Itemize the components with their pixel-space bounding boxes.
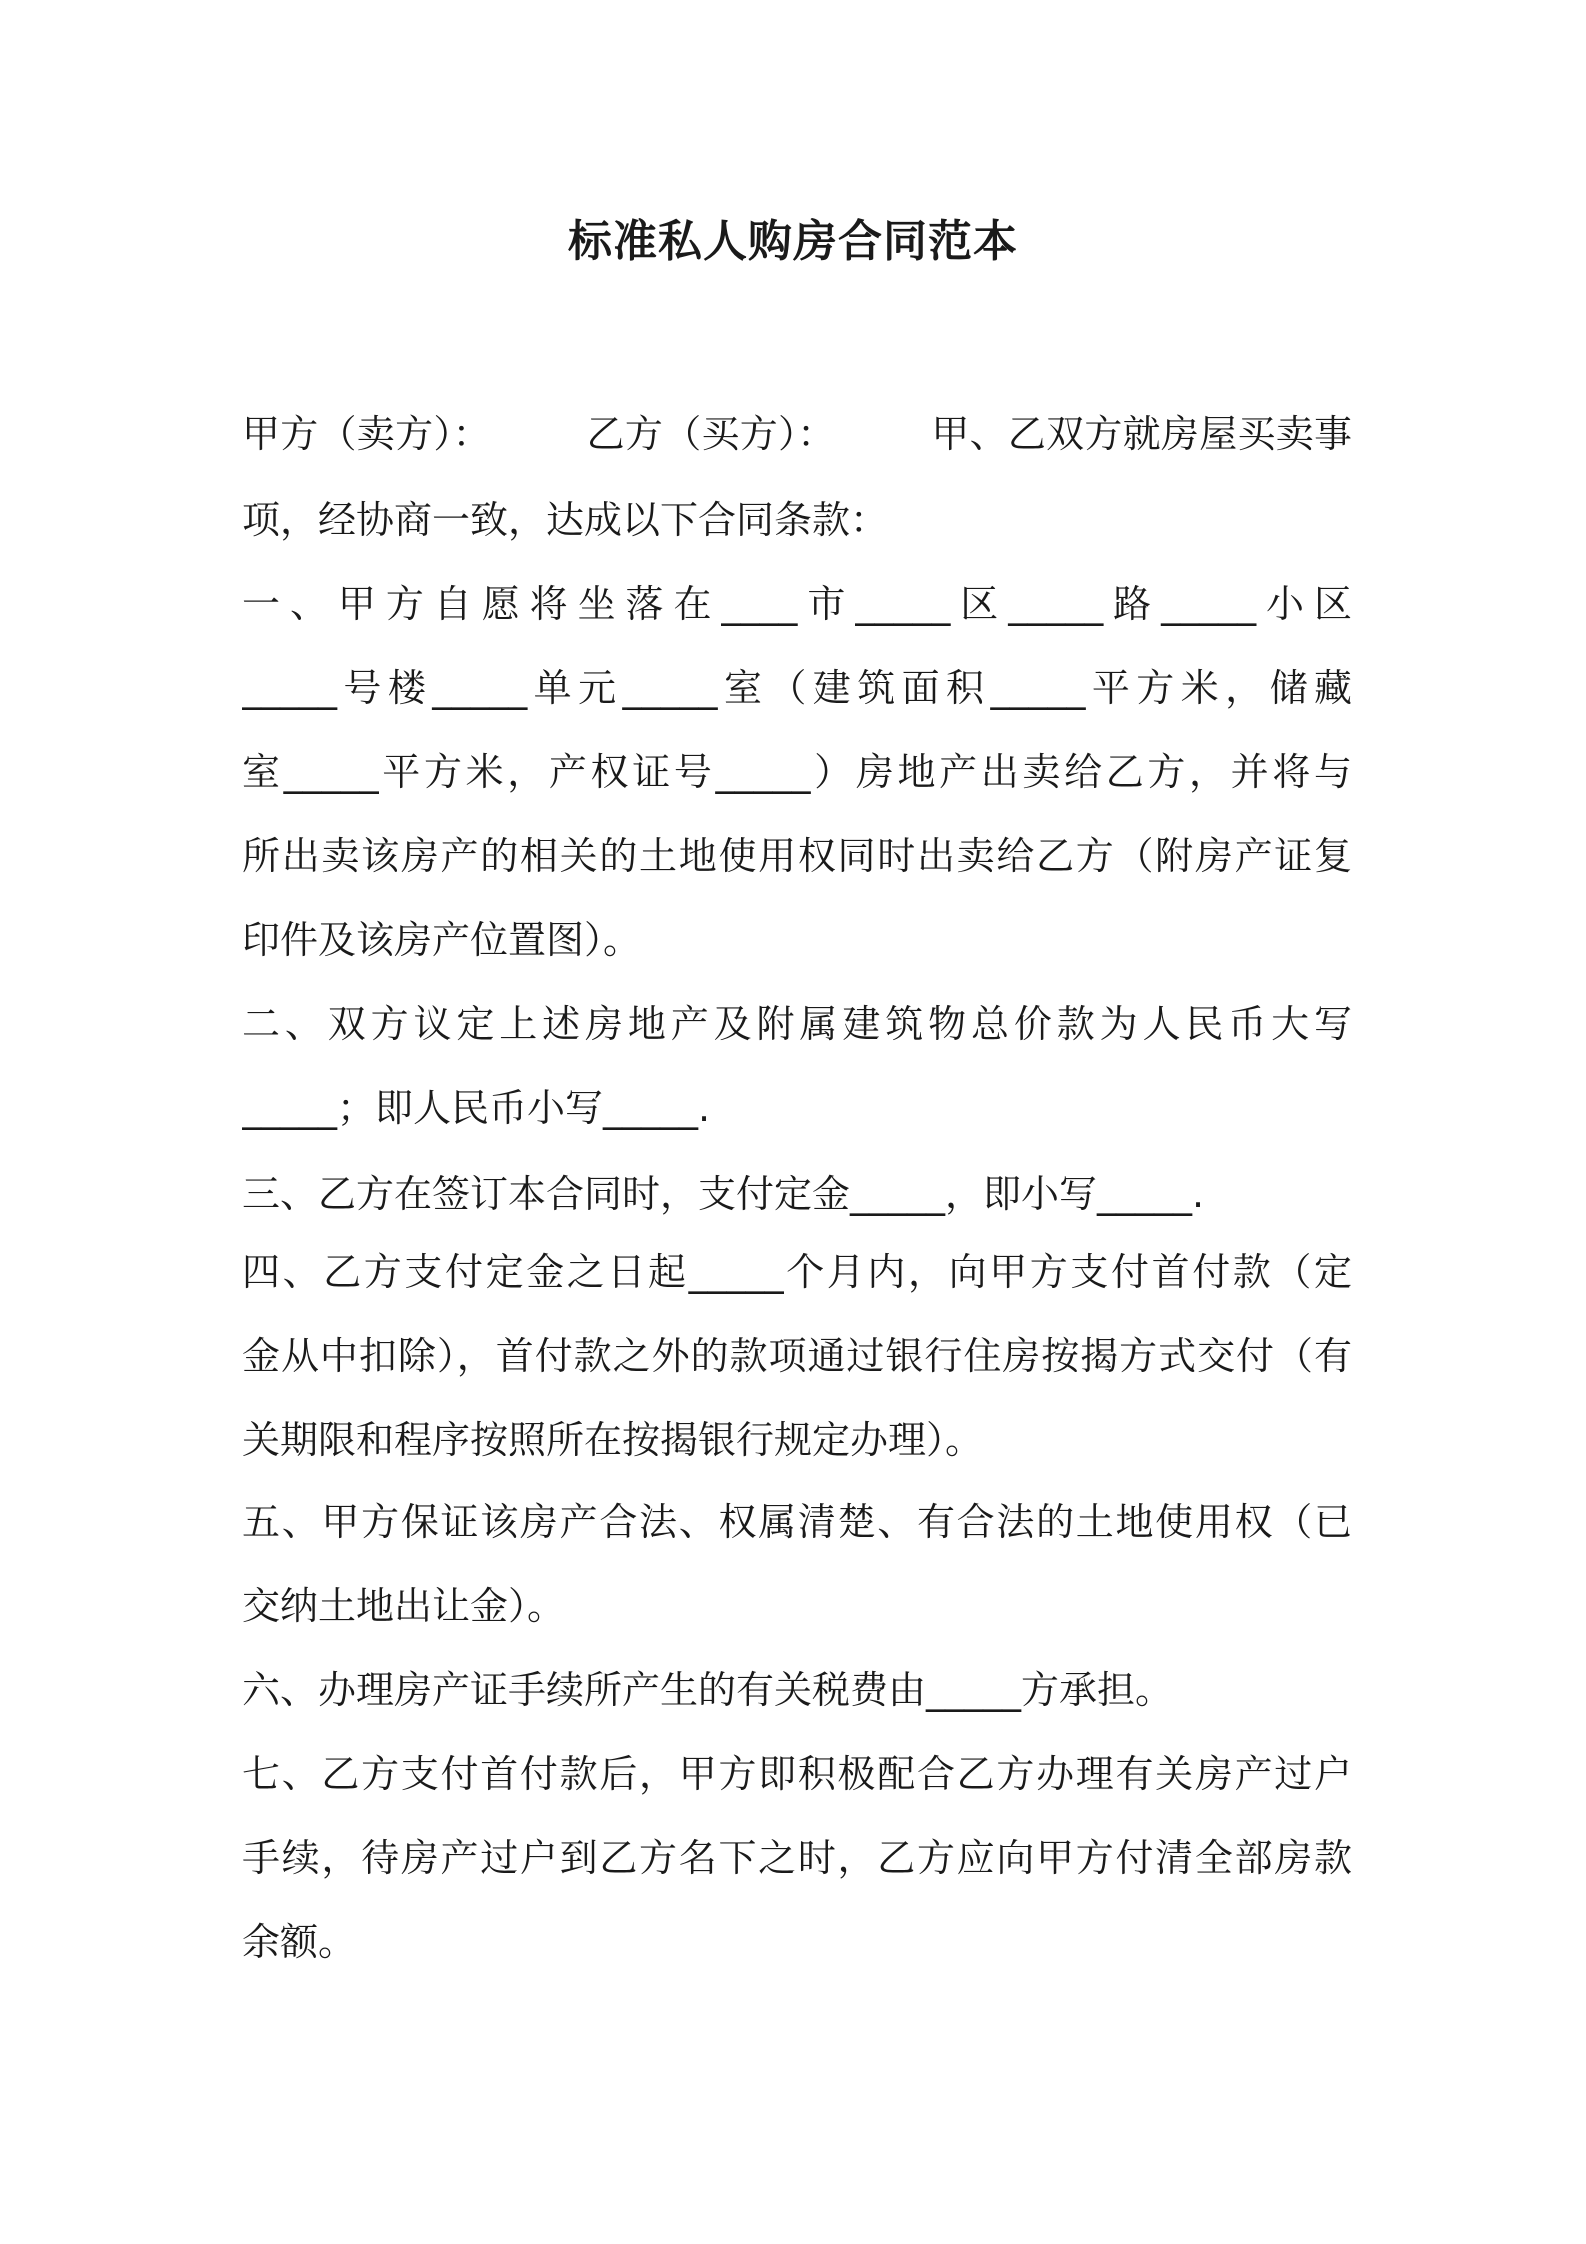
text-line: 室_____平方米，产权证号_____）房地产出卖给乙方，并将与: [242, 750, 1352, 794]
text-line: 一、甲方自愿将坐落在____市_____区_____路_____小区: [242, 582, 1352, 626]
document-title: 标准私人购房合同范本: [568, 216, 1018, 267]
text-line: 余额。: [242, 1920, 357, 1964]
text-line: 五、甲方保证该房产合法、权属清楚、有合法的土地使用权（已: [242, 1500, 1352, 1544]
text-line: 三、乙方在签订本合同时，支付定金_____，即小写_____.: [242, 1172, 1205, 1216]
text-line: 四、乙方支付定金之日起_____个月内，向甲方支付首付款（定: [242, 1250, 1352, 1294]
text-line: 手续，待房产过户到乙方名下之时，乙方应向甲方付清全部房款: [242, 1836, 1352, 1880]
text-line: 金从中扣除），首付款之外的款项通过银行住房按揭方式交付（有: [242, 1334, 1352, 1378]
text-line: _____号楼_____单元_____室（建筑面积_____平方米，储藏: [242, 666, 1352, 710]
text-line: _____；即人民币小写_____.: [242, 1086, 711, 1130]
text-line: 关期限和程序按照所在按揭银行规定办理）。: [242, 1418, 984, 1462]
text-line: 交纳土地出让金）。: [242, 1584, 566, 1628]
text-line: 七、乙方支付首付款后，甲方即积极配合乙方办理有关房产过户: [242, 1752, 1352, 1796]
text-line: 二、双方议定上述房地产及附属建筑物总价款为人民币大写: [242, 1002, 1352, 1046]
text-line: 六、办理房产证手续所产生的有关税费由_____方承担。: [242, 1668, 1174, 1712]
text-line: 项，经协商一致，达成以下合同条款：: [242, 498, 889, 542]
text-line: 印件及该房产位置图）。: [242, 918, 642, 962]
text-line: 所出卖该房产的相关的土地使用权同时出卖给乙方（附房产证复: [242, 834, 1352, 878]
text-line: 甲方（卖方）： 乙方（买方）： 甲、乙双方就房屋买卖事: [242, 412, 1352, 456]
